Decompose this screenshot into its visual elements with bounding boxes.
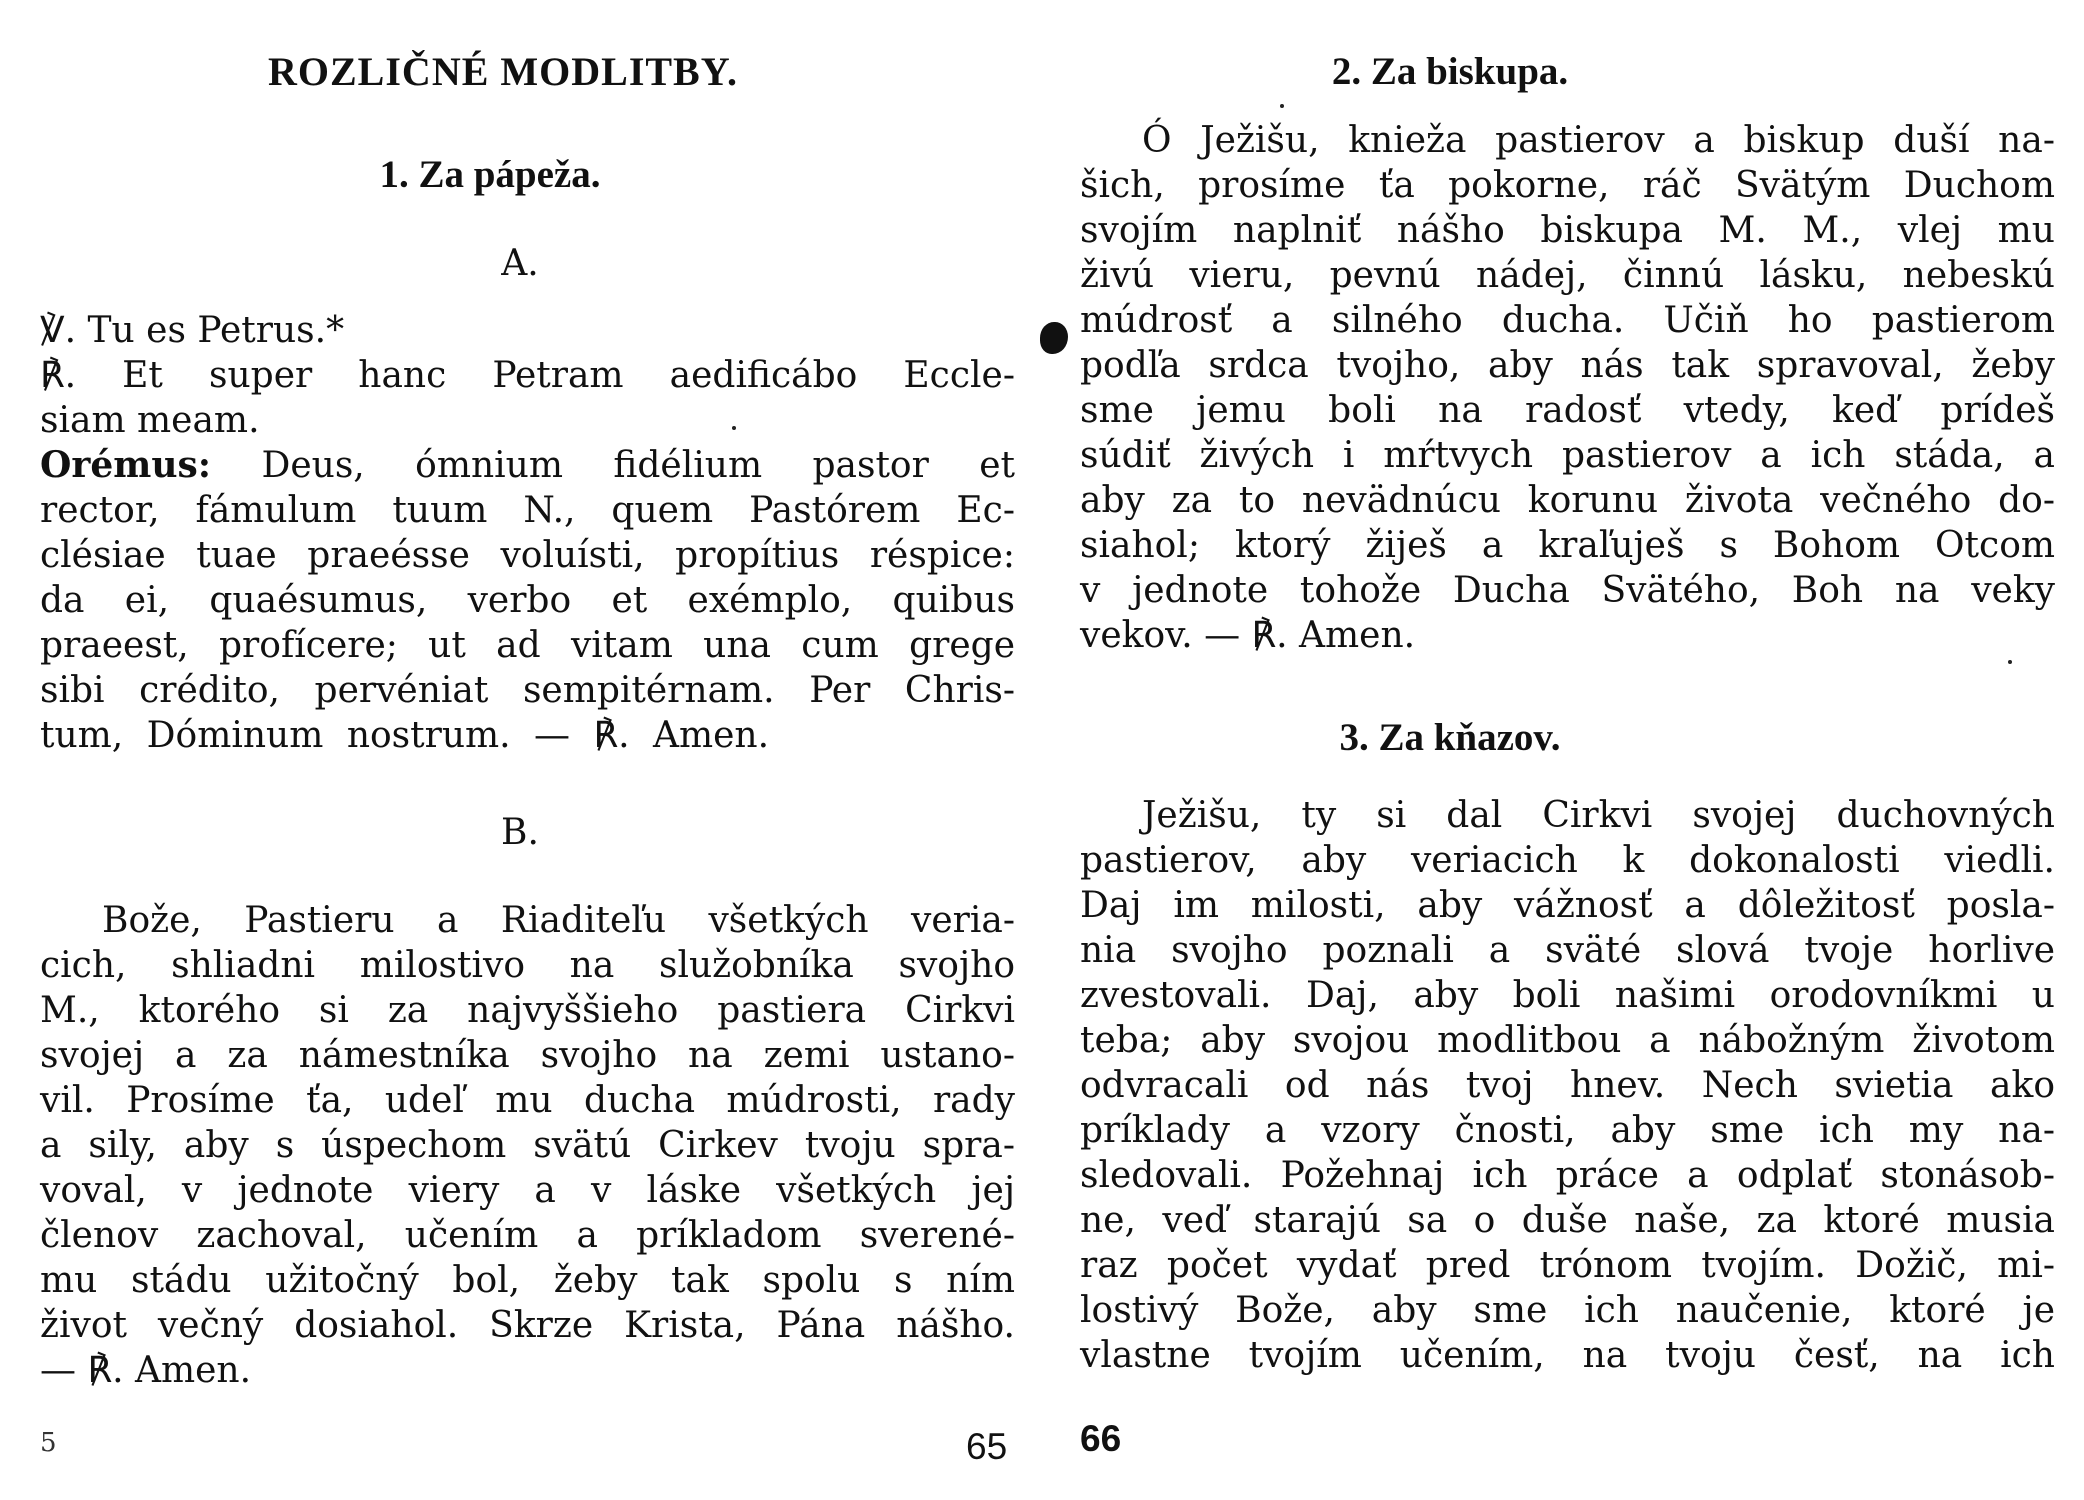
- biskup-prayer-paragraph: [1080, 118, 2055, 658]
- oremus-line: sibi crédito, pervéniat sempitérnam. Per Chris-: [40, 670, 1015, 711]
- prayer-line: Bože, Pastieru a Riaditeľu všetkých veria-: [102, 900, 1015, 941]
- prayer-line: sledovali. Požehnaj ich práce a odplať stonásob-: [1080, 1155, 2055, 1196]
- oremus-first-line: [40, 443, 1015, 488]
- prayer-line: príklady a vzory čnosti, aby sme ich my na-: [1080, 1110, 2055, 1151]
- oremus-line: da ei, quaésumus, verbo et exémplo, quibus: [40, 580, 1015, 621]
- prayer-line: siahol; ktorý žiješ a kraľuješ s Bohom Otcom: [1080, 525, 2055, 566]
- versicle-line: ℣. Tu es Petrus.*: [40, 310, 345, 351]
- prayer-line: členov zachoval, učením a príkladom sverené-: [40, 1215, 1015, 1256]
- left-page: [0, 0, 1040, 1500]
- section-heading-za-knazov: 3. Za kňazov.: [1339, 716, 1561, 759]
- prayer-line: aby za to nevädnúcu korunu života večného do-: [1080, 480, 2055, 521]
- print-speck: [1280, 104, 1284, 108]
- prayer-line: podľa srdca tvojho, aby nás tak spravoval, žeby: [1080, 345, 2055, 386]
- subsection-label-a: A.: [501, 243, 539, 284]
- oremus-paragraph: [40, 443, 1015, 758]
- oremus-line: praeest, profícere; ut ad vitam una cum grege: [40, 625, 1015, 666]
- prayer-line: život večný dosiahol. Skrze Krista, Pána nášho.: [40, 1305, 1015, 1346]
- prayer-line: Ó Ježišu, knieža pastierov a biskup duší na-: [1142, 120, 2055, 161]
- prayer-line: súdiť živých i mŕtvych pastierov a ich stáda, a: [1080, 435, 2055, 476]
- prayer-line: lostivý Bože, aby sme ich naučenie, ktoré je: [1080, 1290, 2055, 1331]
- prayer-line: — ℟. Amen.: [40, 1350, 252, 1391]
- prayer-line: v jednote tohože Ducha Svätého, Boh na veky: [1080, 570, 2055, 611]
- oremus-first-line-text: Deus, ómnium fidélium pastor et: [211, 445, 1015, 486]
- prayer-line: živú vieru, pevnú nádej, činnú lásku, nebeskú: [1080, 255, 2055, 296]
- oremus-line: rector, fámulum tuum N., quem Pastórem Ec-: [40, 490, 1015, 531]
- prayer-b-paragraph: [40, 898, 1015, 1393]
- prayer-line: svojej a za námestníka svojho na zemi ustano-: [40, 1035, 1015, 1076]
- response-line: siam meam.: [40, 400, 260, 441]
- prayer-line: odvracali od nás tvoj hnev. Nech svietia ako: [1080, 1065, 2055, 1106]
- page-number-left: 65: [966, 1426, 1008, 1467]
- prayer-line: M., ktorého si za najvyššieho pastiera Cirkvi: [40, 990, 1015, 1031]
- prayer-line: raz počet vydať pred trónom tvojím. Dožič, mi-: [1080, 1245, 2055, 1286]
- subsection-label-b: B.: [501, 812, 539, 853]
- prayer-line: ne, veď starajú sa o duše naše, za ktoré musia: [1080, 1200, 2055, 1241]
- oremus-line: tum, Dóminum nostrum. — ℟. Amen.: [40, 715, 770, 756]
- print-speck: [2008, 660, 2012, 664]
- prayer-line: vekov. — ℟. Amen.: [1080, 615, 1416, 656]
- prayer-line: múdrosť a silného ducha. Učiň ho pastierom: [1080, 300, 2055, 341]
- prayer-line: mu stádu užitočný bol, žeby tak spolu s ním: [40, 1260, 1015, 1301]
- prayer-line: Daj im milosti, aby vážnosť a dôležitosť posla-: [1080, 885, 2055, 926]
- versicle-response: [40, 308, 1015, 443]
- prayer-line: cich, shliadni milostivo na služobníka svojho: [40, 945, 1015, 986]
- page-number-right: 66: [1080, 1418, 1122, 1459]
- page-title: ROZLIČNÉ MODLITBY.: [268, 49, 738, 94]
- prayer-line: vlastne tvojím učením, na tvoju česť, na ich: [1080, 1335, 2055, 1376]
- prayer-line: a sily, aby s úspechom svätú Cirkev tvoju spra-: [40, 1125, 1015, 1166]
- prayer-line: Ježišu, ty si dal Cirkvi svojej duchovných: [1142, 795, 2055, 836]
- oremus-label: Orémus:: [40, 444, 212, 486]
- prayer-line: nia svojho poznali a sväté slová tvoje horlive: [1080, 930, 2055, 971]
- print-speck: [732, 426, 736, 430]
- corner-mark: 5: [40, 1428, 57, 1458]
- right-page: [1040, 0, 2084, 1500]
- prayer-line: vil. Prosíme ťa, udeľ mu ducha múdrosti, rady: [40, 1080, 1015, 1121]
- prayer-line: pastierov, aby veriacich k dokonalosti viedli.: [1080, 840, 2055, 881]
- prayer-line: teba; aby svojou modlitbou a nábožným životom: [1080, 1020, 2055, 1061]
- response-line: ℟. Et super hanc Petram aedificábo Eccle-: [40, 355, 1015, 396]
- section-heading-za-papeza: 1. Za pápeža.: [379, 153, 601, 196]
- prayer-line: sme jemu boli na radosť vtedy, keď prídeš: [1080, 390, 2055, 431]
- prayer-line: zvestovali. Daj, aby boli našimi orodovníkmi u: [1080, 975, 2055, 1016]
- knazi-prayer-paragraph: [1080, 793, 2055, 1378]
- prayer-line: voval, v jednote viery a v láske všetkých jej: [40, 1170, 1015, 1211]
- prayer-line: šich, prosíme ťa pokorne, ráč Svätým Duchom: [1080, 165, 2055, 206]
- section-heading-za-biskupa: 2. Za biskupa.: [1331, 50, 1569, 93]
- prayer-line: svojím naplniť nášho biskupa M. M., vlej mu: [1080, 210, 2055, 251]
- oremus-line: clésiae tuae praeésse voluísti, propítius réspice:: [40, 535, 1015, 576]
